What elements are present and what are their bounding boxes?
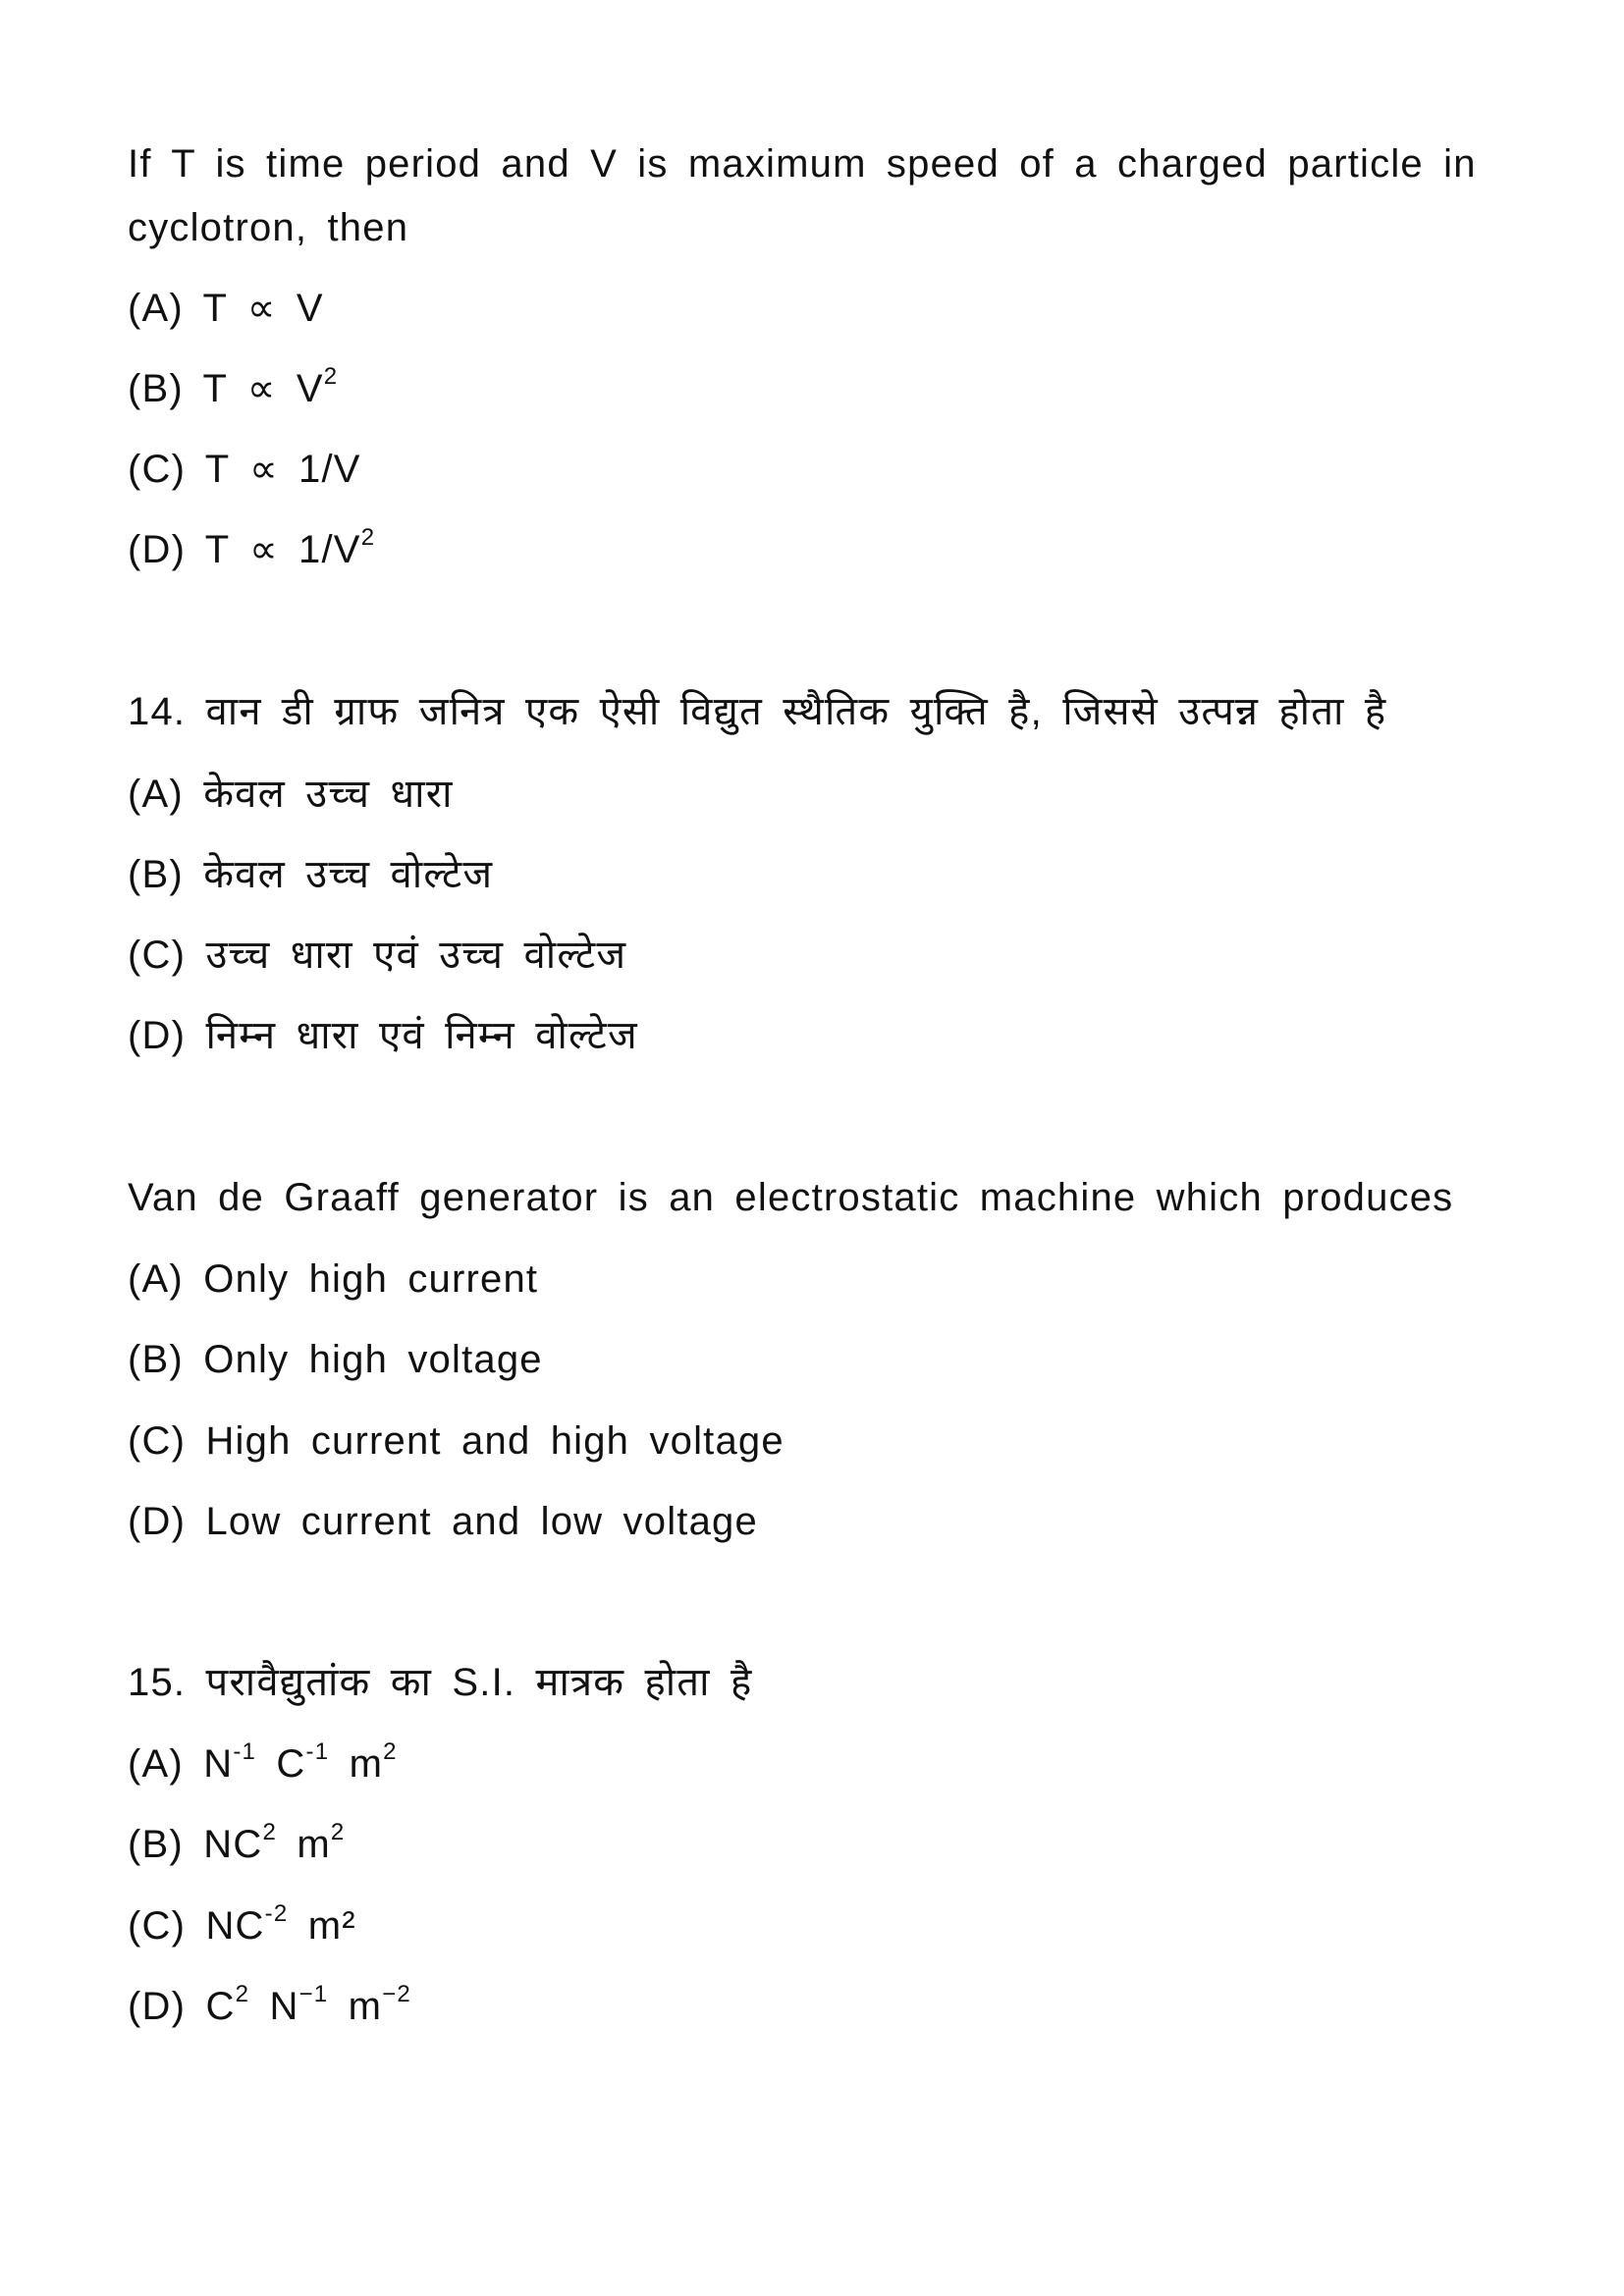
superscript: 2 — [383, 1737, 398, 1765]
superscript: 2 — [323, 362, 339, 390]
question-14-english-option-a — [128, 1255, 538, 1303]
superscript: −2 — [382, 1980, 411, 2007]
option-label: (D) — [128, 1014, 187, 1057]
option-text: C — [205, 1985, 236, 2028]
option-text: N — [203, 1742, 234, 1786]
option-text: केवल उच्च वोल्टेज — [203, 853, 494, 896]
question-13-option-b — [128, 362, 339, 412]
option-text: m — [277, 1823, 331, 1866]
option-label: (A) — [128, 1257, 184, 1301]
option-text: T ∝ V — [202, 287, 324, 330]
option-text: Only high current — [203, 1257, 539, 1301]
superscript: -1 — [305, 1737, 330, 1765]
option-label: (B) — [128, 367, 184, 410]
option-label: (C) — [128, 1904, 187, 1948]
option-label: (D) — [128, 1500, 187, 1543]
option-text: Only high voltage — [203, 1338, 543, 1381]
option-text: T ∝ 1/V — [204, 448, 361, 491]
option-text: T ∝ V — [202, 367, 324, 410]
option-text: N — [249, 1985, 299, 2028]
option-text: Low current and low voltage — [205, 1500, 758, 1543]
option-text: m — [329, 1742, 384, 1786]
superscript: 2 — [330, 1818, 346, 1845]
option-label: (D) — [128, 1985, 187, 2028]
superscript: 2 — [235, 1980, 250, 2007]
superscript: −1 — [298, 1980, 329, 2007]
option-text: m — [328, 1985, 383, 2028]
question-14-english-option-b — [128, 1336, 543, 1383]
option-text: NC — [203, 1823, 263, 1866]
question-13-option-d — [128, 523, 376, 573]
option-text: उच्च धारा एवं उच्च वोल्टेज — [205, 934, 627, 977]
superscript: -2 — [264, 1899, 289, 1927]
option-text: केवल उच्च धारा — [203, 773, 454, 816]
option-label: (B) — [128, 1823, 184, 1866]
question-14-hindi-stem: 14. वान डी ग्राफ जनित्र एक ऐसी विद्युत स्थैतिक युक्ति है, जिससे उत्पन्न होता है — [128, 690, 1387, 733]
question-13-option-c — [128, 446, 361, 493]
question-14-english-option-d — [128, 1498, 758, 1545]
option-label: (C) — [128, 448, 187, 491]
option-text: T ∝ 1/V — [204, 528, 361, 571]
question-14-hindi-option-b — [128, 851, 493, 898]
option-label: (A) — [128, 287, 184, 330]
option-label: (C) — [128, 1419, 187, 1463]
question-13-stem-line-1: If T is time period and V is maximum speed of a charged particle in — [128, 142, 1477, 186]
option-label: (C) — [128, 934, 187, 977]
option-text: High current and high voltage — [205, 1419, 785, 1463]
question-15-option-d — [128, 1980, 411, 2030]
superscript: 2 — [360, 523, 376, 551]
superscript: -1 — [233, 1737, 257, 1765]
option-label: (A) — [128, 1742, 184, 1786]
option-label: (B) — [128, 1338, 184, 1381]
option-text: NC — [205, 1904, 265, 1948]
question-13-stem-line-2: cyclotron, then — [128, 206, 409, 249]
question-15-option-c — [128, 1899, 356, 1949]
superscript: 2 — [262, 1818, 277, 1845]
option-text: C — [256, 1742, 306, 1786]
option-text: निम्न धारा एवं निम्न वोल्टेज — [205, 1014, 638, 1057]
question-14-hindi-option-d — [128, 1012, 638, 1059]
option-text: m² — [288, 1904, 356, 1948]
question-13-option-a — [128, 285, 324, 332]
question-15-option-a — [128, 1737, 398, 1788]
question-14-hindi-option-a — [128, 771, 454, 818]
question-15-hindi-stem: 15. परावैद्युतांक का S.I. मात्रक होता है — [128, 1661, 753, 1704]
question-14-english-option-c — [128, 1417, 785, 1465]
option-label: (A) — [128, 773, 184, 816]
question-14-hindi-option-c — [128, 932, 626, 979]
question-15-option-b — [128, 1818, 346, 1868]
option-label: (B) — [128, 853, 184, 896]
question-14-english-stem: Van de Graaff generator is an electrostatic machine which produces — [128, 1176, 1454, 1219]
option-label: (D) — [128, 528, 187, 571]
